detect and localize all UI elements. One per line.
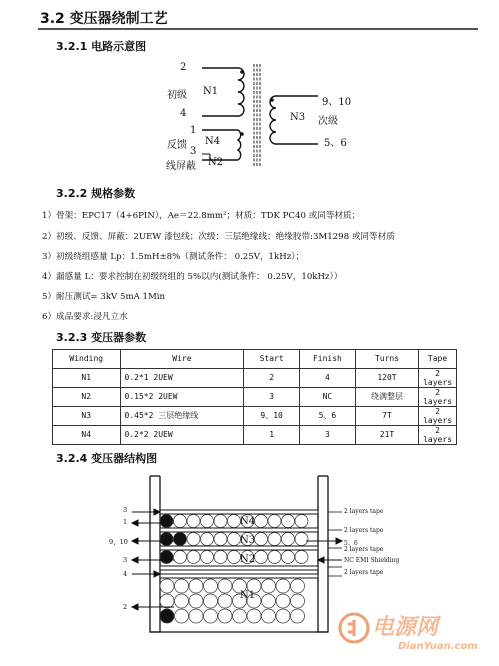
tape-label-1: 2 layers tape <box>344 508 384 515</box>
wire-turn <box>233 609 247 623</box>
left-pin-3a: 3 <box>123 506 128 514</box>
wire-turn <box>291 579 305 593</box>
cell: 21T <box>355 425 418 444</box>
cell: 0.2*2 2UEW <box>120 425 244 444</box>
cell: 2 layers <box>419 406 457 425</box>
wire-turn <box>174 533 187 546</box>
spec-item-1: 1）骨架：EPC17（4+6PIN），Ae＝22.8mm²；材质：TDK PC40 或同等材质； <box>42 211 361 221</box>
wire-turn <box>282 551 295 564</box>
cell: N4 <box>53 425 121 444</box>
col-winding: Winding <box>53 350 121 369</box>
wire-turn <box>214 515 227 528</box>
wire-turn <box>218 579 232 593</box>
wire-turn <box>160 609 174 623</box>
nc-shield-label: NC EMI Shielding <box>344 557 400 564</box>
n1-layer-label: N1 <box>240 590 256 601</box>
tape-layer <box>160 574 318 578</box>
col-finish: Finish <box>299 350 355 369</box>
secondary-label: 次级 <box>318 116 338 127</box>
cell: N3 <box>53 406 121 425</box>
wire-turn <box>187 551 200 564</box>
tape-layer <box>160 510 318 514</box>
wire-turn <box>218 594 232 608</box>
wire-turn <box>291 609 305 623</box>
table-row <box>53 406 457 425</box>
wire-turn <box>228 551 241 564</box>
wire-turn <box>204 579 218 593</box>
cell: N1 <box>53 368 121 387</box>
left-pin-2: 2 <box>123 603 128 611</box>
wire-turn <box>175 579 189 593</box>
wire-turn <box>201 551 214 564</box>
spec-item-3: 3）初级绕组感量 Lp：1.5mH±8%（测试条件： 0.25V，1kHz）； <box>42 252 305 262</box>
watermark-url: DianYuan.com <box>398 641 478 652</box>
table-row <box>53 368 457 387</box>
wire-turn <box>187 515 200 528</box>
polarity-dot <box>240 132 244 136</box>
n4-layer-label: N4 <box>240 516 256 527</box>
wire-turn <box>268 515 281 528</box>
tape-label-3: 2 layers tape <box>344 546 384 553</box>
section-param-title: 3.2.3 变压器参数 <box>56 331 147 344</box>
cell: 3 <box>244 387 300 406</box>
table-row <box>53 425 457 444</box>
pin-1-label: 1 <box>190 125 197 136</box>
n3-layer-label: N3 <box>240 535 256 546</box>
wire-turn <box>282 533 295 546</box>
cell: 1 <box>244 425 300 444</box>
n4-label: N4 <box>205 136 221 147</box>
n2-label: N2 <box>208 157 224 168</box>
wire-turn <box>282 515 295 528</box>
wire-turn <box>268 551 281 564</box>
wire-turn <box>276 594 290 608</box>
cell: 120T <box>355 368 418 387</box>
cell: 2 layers <box>419 425 457 444</box>
col-start: Start <box>244 350 300 369</box>
wire-turn <box>189 609 203 623</box>
shield-label: 线屏蔽 <box>166 161 196 172</box>
wire-turn <box>160 551 173 564</box>
table-header-row <box>53 350 457 369</box>
cell: NC <box>299 387 355 406</box>
pin-3-label: 3 <box>190 146 197 157</box>
wire-turn <box>295 551 308 564</box>
wire-turn <box>295 533 308 546</box>
section-structure-title: 3.2.4 变压器结构图 <box>56 452 158 465</box>
left-pin-9-10: 9、10 <box>109 538 128 546</box>
cell: 7T <box>355 406 418 425</box>
wire-turn <box>295 515 308 528</box>
col-turns: Turns <box>355 350 418 369</box>
wire-turn <box>160 533 173 546</box>
tape-layer <box>160 546 318 550</box>
cell: 9、10 <box>244 406 300 425</box>
pin-5-6-label: 5、6 <box>324 138 347 149</box>
wire-turn <box>175 609 189 623</box>
title-rule <box>38 28 478 30</box>
n3-label: N3 <box>290 112 306 123</box>
left-pin-1: 1 <box>123 518 128 526</box>
wire-turn <box>228 515 241 528</box>
wire-turn <box>160 579 174 593</box>
pin-5-6-label: 5、6 <box>344 540 358 547</box>
cell: 2 layers <box>419 387 457 406</box>
bobbin-right-wall <box>318 476 328 632</box>
wire-turn <box>214 533 227 546</box>
tape-label-4: 2 layers tape <box>344 569 384 576</box>
tape-layer <box>160 528 318 532</box>
wire-turn <box>255 551 268 564</box>
feedback-label: 反馈 <box>167 140 187 151</box>
wire-turn <box>189 594 203 608</box>
wire-turn <box>268 533 281 546</box>
wire-turn <box>218 609 232 623</box>
coil-n3 <box>270 96 276 144</box>
polarity-dot <box>240 70 244 74</box>
pin-2-label: 2 <box>180 62 187 73</box>
wire-turn <box>214 551 227 564</box>
wire-turn <box>276 609 290 623</box>
wire-turn <box>201 533 214 546</box>
wire-turn <box>204 609 218 623</box>
pin-9-10-label: 9、10 <box>322 97 352 108</box>
spec-item-6: 6）成品要求:浸凡立水 <box>42 312 128 322</box>
spec-item-5: 5）耐压测试= 3kV 5mA 1Min <box>42 292 166 302</box>
section-circuit-title: 3.2.1 电路示意图 <box>56 40 147 53</box>
wire-turn <box>262 609 276 623</box>
wire-turn <box>160 594 174 608</box>
wire-turn <box>201 515 214 528</box>
wire-turn <box>247 609 261 623</box>
wire-turn <box>174 515 187 528</box>
cell: N2 <box>53 387 121 406</box>
wire-turn <box>187 533 200 546</box>
bobbin-left-wall <box>150 476 160 632</box>
cell: 5、6 <box>299 406 355 425</box>
spec-item-2: 2）初级、反馈、屏蔽：2UEW 漆包线；次级：三层绝缘线；绝缘胶带:3M1298 或同等材质 <box>42 232 395 242</box>
wire-turn <box>175 594 189 608</box>
tape-label-2: 2 layers tape <box>344 527 384 534</box>
n2-layer-label: N2 <box>240 554 256 565</box>
polarity-dot <box>270 98 274 102</box>
pin-4-label: 4 <box>180 108 187 119</box>
wire-turn <box>291 594 305 608</box>
wire-turn <box>262 594 276 608</box>
spec-item-4: 4）漏感量 L：要求控制在初级绕组的 5%以内(测试条件： 0.25V，10kHz）） <box>42 272 343 282</box>
col-wire: Wire <box>120 350 244 369</box>
cell: 0.15*2 2UEW <box>120 387 244 406</box>
cell: 4 <box>299 368 355 387</box>
left-pin-4: 4 <box>123 570 128 578</box>
cell: 0.45*2 三层绝缘线 <box>120 406 244 425</box>
wire-turn <box>174 551 187 564</box>
wire-turn <box>255 533 268 546</box>
col-tape: Tape <box>419 350 457 369</box>
coil-n1 <box>238 68 244 116</box>
table-row <box>53 387 457 406</box>
dianyuan-logo-icon <box>338 612 370 644</box>
wire-turn <box>255 515 268 528</box>
cell: 0.2*1 2UEW <box>120 368 244 387</box>
cell: 2 layers <box>419 368 457 387</box>
primary-label: 初级 <box>167 90 187 101</box>
wire-turn <box>189 579 203 593</box>
cell: 绕满整层 <box>355 387 418 406</box>
wire-turn <box>276 579 290 593</box>
cell: 3 <box>299 425 355 444</box>
winding-table <box>52 349 457 445</box>
left-pin-3b: 3 <box>123 556 128 564</box>
n1-label: N1 <box>203 86 219 97</box>
section-spec-title: 3.2.2 规格参数 <box>56 187 136 200</box>
wire-turn <box>262 579 276 593</box>
wire-turn <box>228 533 241 546</box>
tape-layer <box>160 566 318 570</box>
wire-turn <box>204 594 218 608</box>
wire-turn <box>160 515 173 528</box>
watermark-text: 电源网 <box>372 615 439 640</box>
page-title: 3.2 变压器绕制工艺 <box>40 11 168 27</box>
cell: 2 <box>244 368 300 387</box>
